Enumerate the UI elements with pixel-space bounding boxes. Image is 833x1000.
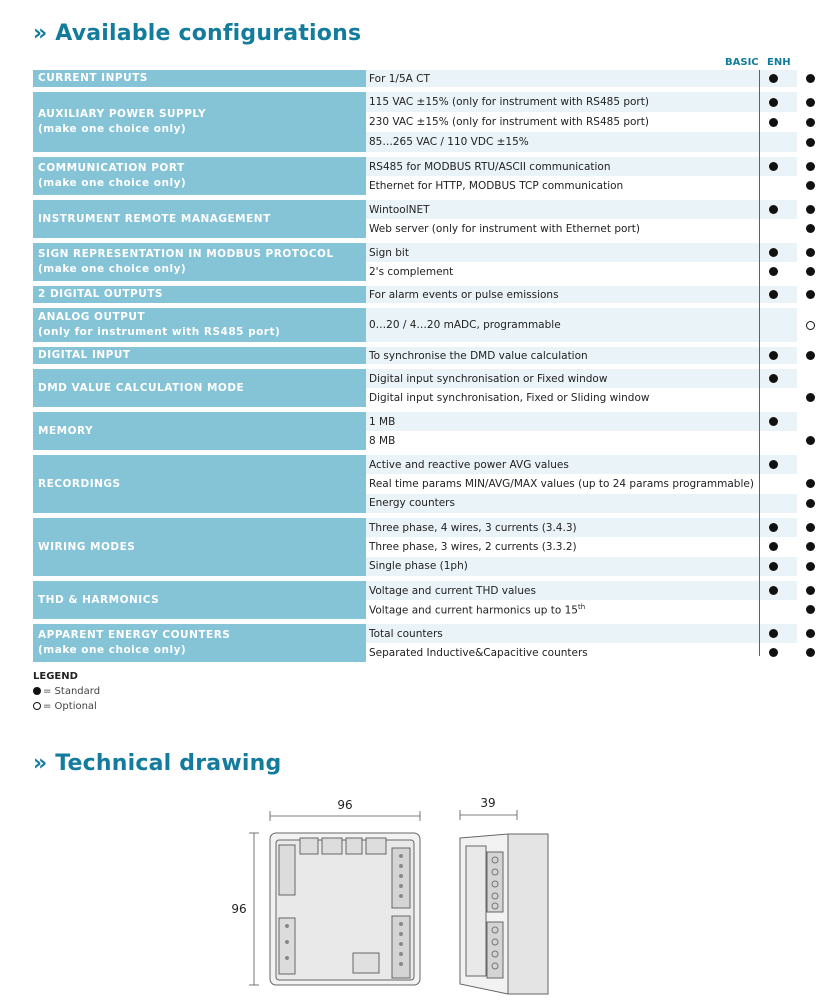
row-text: Real time params MIN/AVG/MAX values (up to 24 params programmable) (369, 477, 754, 490)
group-title: COMMUNICATION PORT (38, 162, 185, 174)
group-title: 2 DIGITAL OUTPUTS (38, 288, 163, 300)
group-title: SIGN REPRESENTATION IN MODBUS PROTOCOL (38, 248, 334, 260)
row-text: 0…20 / 4…20 mADC, programmable (369, 319, 561, 331)
height-dimension-label: 96 (231, 902, 247, 916)
config-title: » Available configurations (33, 21, 362, 46)
row-text: 85…265 VAC / 110 VDC ±15% (369, 136, 529, 148)
row-text: 8 MB (369, 434, 396, 447)
row-text: Ethernet for HTTP, MODBUS TCP communication (369, 179, 624, 192)
group-title: RECORDINGS (38, 477, 121, 490)
legend-standard-label: = Standard (43, 686, 101, 697)
legend-title: LEGEND (33, 671, 78, 682)
row-text: Digital input synchronisation or Fixed window (369, 372, 608, 385)
row-text: For alarm events or pulse emissions (369, 288, 559, 301)
row-text: Web server (only for instrument with Ethernet port) (369, 222, 640, 235)
group-note: (only for instrument with RS485 port) (38, 326, 281, 338)
column-header-enh: ENH (767, 57, 791, 68)
row-text: Total counters (369, 627, 443, 640)
row-text: To synchronise the DMD value calculation (369, 349, 588, 362)
group-title: INSTRUMENT REMOTE MANAGEMENT (38, 212, 271, 225)
width-dimension (270, 811, 420, 821)
width-dimension-label: 96 (337, 798, 353, 812)
group-note: (make one choice only) (38, 123, 187, 135)
row-text: Energy counters (369, 497, 455, 510)
row-text: For 1/5A CT (369, 72, 430, 85)
group-title: ANALOG OUTPUT (38, 311, 146, 323)
group-note: (make one choice only) (38, 644, 187, 656)
group-title: DMD VALUE CALCULATION MODE (38, 381, 245, 394)
row-text: Digital input synchronisation, Fixed or Sliding window (369, 391, 650, 404)
row-text: 2's complement (369, 265, 454, 278)
row-text: Voltage and current harmonics up to 15 (369, 604, 578, 617)
height-dimension (249, 833, 259, 985)
row-text: Active and reactive power AVG values (369, 458, 569, 471)
row-text: 1 MB (369, 415, 396, 428)
row-text: Sign bit (369, 246, 409, 259)
row-text: RS485 for MODBUS RTU/ASCII communication (369, 160, 611, 173)
side-view (460, 834, 548, 994)
group-title: APPARENT ENERGY COUNTERS (38, 629, 231, 641)
depth-dimension (460, 810, 517, 820)
group-title: CURRENT INPUTS (38, 72, 148, 84)
row-text: Single phase (1ph) (369, 560, 468, 573)
row-text: Three phase, 3 wires, 2 currents (3.3.2) (369, 540, 577, 553)
row-text: WintoolNET (369, 203, 430, 216)
row-text: Separated Inductive&Capacitive counters (369, 646, 588, 659)
group-note: (make one choice only) (38, 263, 187, 275)
group-title: AUXILIARY POWER SUPPLY (38, 108, 207, 120)
group-note: (make one choice only) (38, 177, 187, 189)
drawing-title: » Technical drawing (33, 751, 282, 776)
row-text: 230 VAC ±15% (only for instrument with RS485 port) (369, 116, 649, 128)
row-text: Voltage and current THD values (369, 584, 536, 597)
depth-dimension-label: 39 (480, 796, 496, 810)
row-text: 115 VAC ±15% (only for instrument with RS485 port) (369, 96, 649, 108)
group-title: WIRING MODES (38, 540, 136, 553)
column-header-basic: BASIC (725, 57, 759, 68)
group-title: MEMORY (38, 424, 94, 437)
row-superscript: th (577, 602, 586, 611)
legend-optional-label: = Optional (43, 701, 97, 712)
row-text: Three phase, 4 wires, 3 currents (3.4.3) (369, 521, 577, 534)
group-title: THD & HARMONICS (38, 593, 160, 606)
front-view (270, 833, 420, 985)
group-title: DIGITAL INPUT (38, 349, 131, 361)
